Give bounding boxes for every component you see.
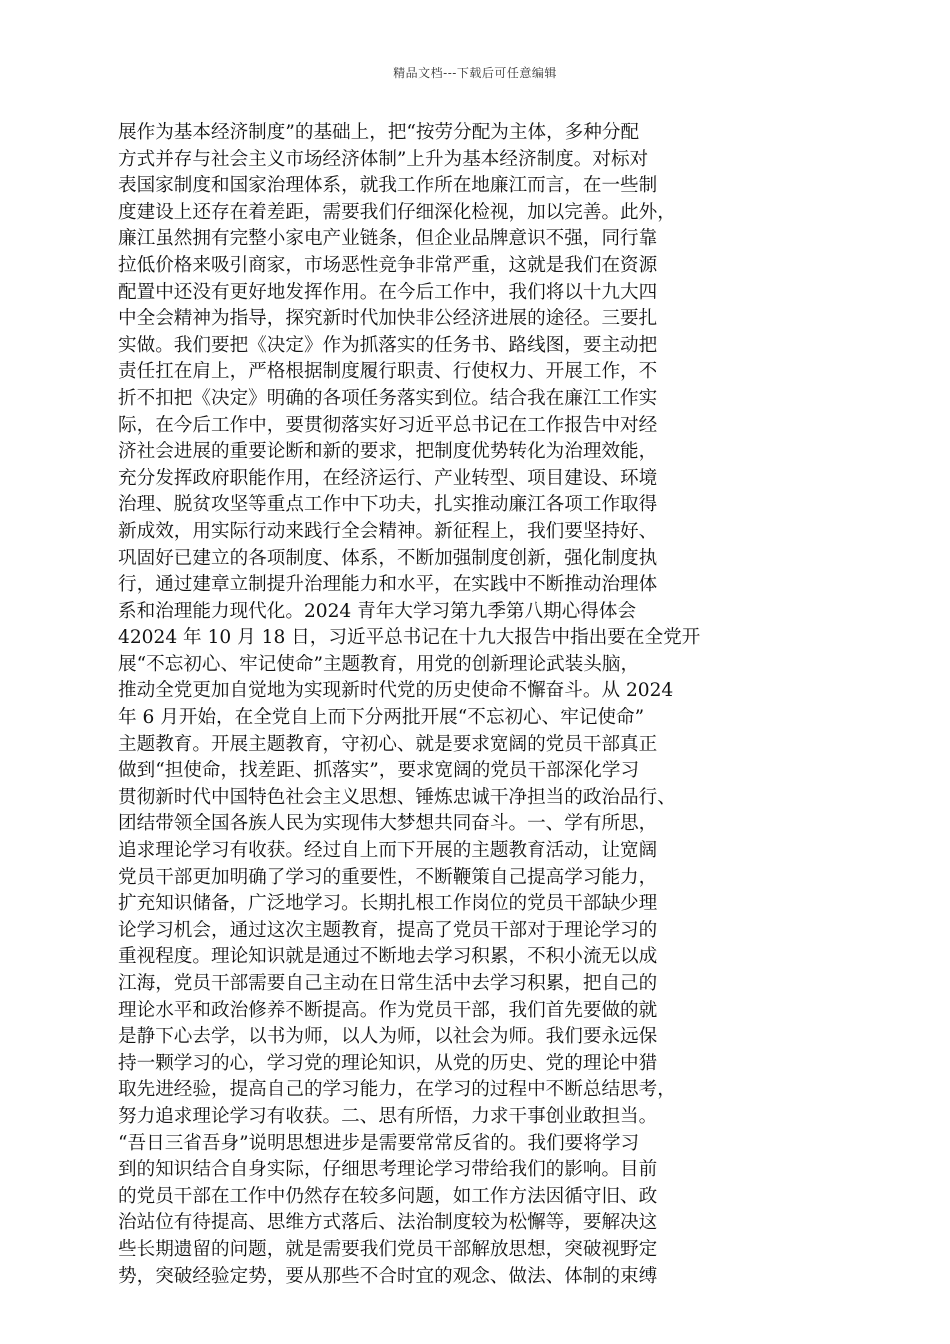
text-line: 折不扣把《决定》明确的各项任务落实到位。结合我在廉江工作实 [118, 387, 658, 409]
text-line: 贯彻新时代中国特色社会主义思想、锤炼忠诚干净担当的政治品行、 [118, 786, 676, 808]
text-line: 是静下心去学，以书为师，以人为师，以社会为师。我们要永远保 [118, 1026, 658, 1048]
text-line: 理论水平和政治修养不断提高。作为党员干部，我们首先要做的就 [118, 999, 658, 1021]
text-line: 党员干部更加明确了学习的重要性，不断鞭策自己提高学习能力， [118, 866, 658, 888]
text-line: 责任扛在肩上，严格根据制度履行职责、行使权力、开展工作，不 [118, 361, 658, 383]
text-line: 中全会精神为指导，探究新时代加快非公经济进展的途径。三要扎 [118, 308, 658, 330]
text-line: 表国家制度和国家治理体系，就我工作所在地廉江而言，在一些制 [118, 175, 658, 197]
text-line: 重视程度。理论知识就是通过不断地去学习积累，不积小流无以成 [118, 946, 658, 968]
text-line: 42024 年 10 月 18 日，习近平总书记在十九大报告中指出要在全党开 [118, 627, 701, 649]
text-line: 到的知识结合自身实际，仔细思考理论学习带给我们的影响。目前 [118, 1159, 658, 1181]
text-line: 行，通过建章立制提升治理能力和水平，在实践中不断推动治理体 [118, 574, 658, 596]
text-line: 充分发挥政府职能作用，在经济运行、产业转型、项目建设、环境 [118, 467, 658, 489]
text-line: 度建设上还存在着差距，需要我们仔细深化检视，加以完善。此外， [118, 201, 676, 223]
text-line: 论学习机会，通过这次主题教育，提高了党员干部对于理论学习的 [118, 919, 658, 941]
text-line: 实做。我们要把《决定》作为抓落实的任务书、路线图，要主动把 [118, 334, 658, 356]
text-line: 追求理论学习有收获。经过自上而下开展的主题教育活动，让宽阔 [118, 840, 658, 862]
text-line: 巩固好已建立的各项制度、体系，不断加强制度创新，强化制度执 [118, 547, 658, 569]
text-line: 配置中还没有更好地发挥作用。在今后工作中，我们将以十九大四 [118, 281, 658, 303]
text-line: “吾日三省吾身”说明思想进步是需要常常反省的。我们要将学习 [118, 1132, 640, 1154]
text-line: 治站位有待提高、思维方式落后、法治制度较为松懈等，要解决这 [118, 1212, 658, 1234]
page-header: 精品文档---下载后可任意编辑 [393, 66, 557, 80]
text-line: 主题教育。开展主题教育，守初心、就是要求宽阔的党员干部真正 [118, 733, 658, 755]
text-line: 济社会进展的重要论断和新的要求，把制度优势转化为治理效能， [118, 441, 658, 463]
text-line: 年 6 月开始，在全党自上而下分两批开展“不忘初心、牢记使命” [118, 707, 645, 729]
text-line: 新成效，用实际行动来践行全会精神。新征程上，我们要坚持好、 [118, 520, 658, 542]
text-line: 方式并存与社会主义市场经济体制”上升为基本经济制度。对标对 [118, 148, 649, 170]
body-text [118, 120, 830, 1290]
text-line: 持一颗学习的心，学习党的理论知识，从党的历史、党的理论中猎 [118, 1052, 658, 1074]
text-line: 展“不忘初心、牢记使命”主题教育，用党的创新理论武装头脑， [118, 653, 640, 675]
text-line: 做到“担使命，找差距、抓落实”，要求宽阔的党员干部深化学习 [118, 760, 640, 782]
text-line: 推动全党更加自觉地为实现新时代党的历史使命不懈奋斗。从 2024 [118, 680, 674, 702]
text-line: 廉江虽然拥有完整小家电产业链条，但企业品牌意识不强，同行靠 [118, 228, 658, 250]
text-line: 团结带领全国各族人民为实现伟大梦想共同奋斗。一、学有所思， [118, 813, 658, 835]
text-line: 系和治理能力现代化。2024 青年大学习第九季第八期心得体会 [118, 600, 637, 622]
text-line: 扩充知识储备，广泛地学习。长期扎根工作岗位的党员干部缺少理 [118, 893, 658, 915]
text-line: 际，在今后工作中，要贯彻落实好习近平总书记在工作报告中对经 [118, 414, 658, 436]
text-line: 治理、脱贫攻坚等重点工作中下功夫，扎实推动廉江各项工作取得 [118, 494, 658, 516]
text-line: 的党员干部在工作中仍然存在较多问题，如工作方法因循守旧、政 [118, 1185, 658, 1207]
text-line: 努力追求理论学习有收获。二、思有所悟，力求干事创业敢担当。 [118, 1105, 658, 1127]
text-line: 展作为基本经济制度”的基础上，把“按劳分配为主体，多种分配 [118, 122, 640, 143]
text-line: 势，突破经验定势，要从那些不合时宜的观念、做法、体制的束缚 [118, 1265, 658, 1287]
text-line: 取先进经验，提高自己的学习能力，在学习的过程中不断总结思考， [118, 1079, 676, 1101]
text-line: 些长期遗留的问题，就是需要我们党员干部解放思想，突破视野定 [118, 1238, 658, 1260]
text-line: 拉低价格来吸引商家，市场恶性竞争非常严重，这就是我们在资源 [118, 254, 658, 276]
text-line: 江海，党员干部需要自己主动在日常生活中去学习积累，把自己的 [118, 973, 658, 994]
